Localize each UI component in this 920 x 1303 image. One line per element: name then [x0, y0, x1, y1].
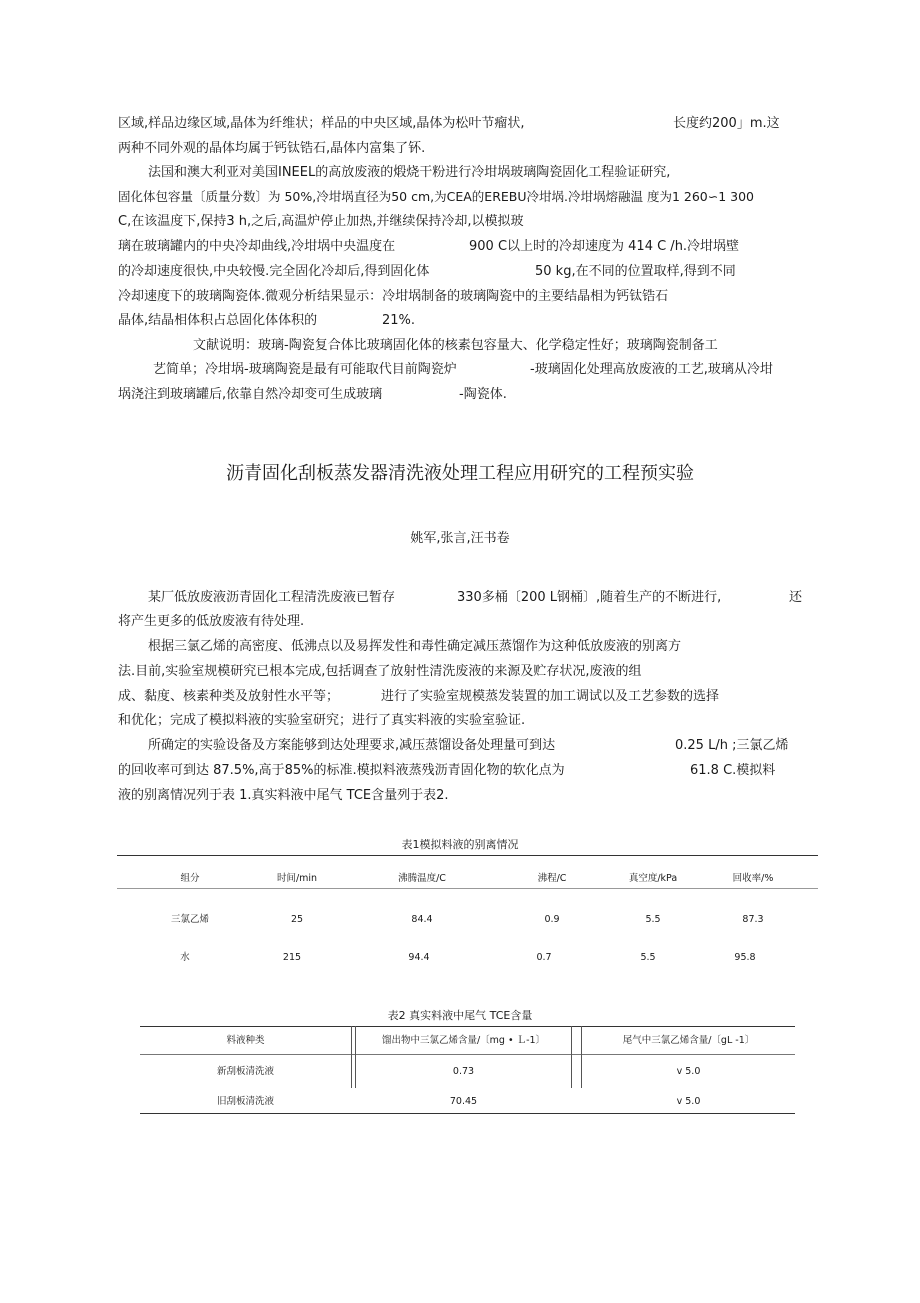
text-line: 的冷却速度很快,中央较慢.完全固化冷却后,得到固化体 [118, 264, 430, 279]
text-line: 成、黏度、核素种类及放射性水平等； [118, 689, 340, 704]
table2-cell: 0.73 [452, 1066, 475, 1077]
text-line: 900 C以上时的冷却速度为 414 C /h.冷坩埚壁 [469, 239, 740, 254]
text-line: 和优化；完成了模拟料液的实验室研究；进行了真实料液的实验室验证. [118, 713, 526, 728]
text-line: 61.8 C.模拟料 [690, 763, 776, 778]
article-authors: 姚军,张言,汪书卷 [410, 531, 510, 546]
table1-caption: 表1模拟料液的别离情况 [401, 838, 519, 851]
text-line: 50 kg,在不同的位置取样,得到不同 [535, 264, 736, 279]
table1-header-cell: 真空度/kPa [628, 873, 678, 884]
text-line: C,在该温度下,保持3 h,之后,高温炉停止加热,并继续保持冷却,以模拟玻 [118, 214, 524, 229]
table2-top-rule [140, 1026, 795, 1027]
text-line: 某厂低放废液沥青固化工程清洗废液已暂存 [148, 590, 396, 605]
text-line: 所确定的实验设备及方案能够到达处理要求,减压蒸馏设备处理量可到达 [148, 738, 556, 753]
table1-cell: 95.8 [734, 952, 756, 963]
table1-cell: 94.4 [408, 952, 430, 963]
text-line: 根据三氯乙烯的高密度、低沸点以及易挥发性和毒性确定减压蒸馏作为这种低放废液的别离方 [148, 639, 682, 654]
text-line: 0.25 L/h ;三氯乙烯 [675, 738, 789, 753]
table1-header-cell: 组分 [180, 873, 200, 884]
table1-cell: 84.4 [411, 914, 433, 925]
table2-divider [571, 1026, 572, 1088]
text-line: 文献说明：玻璃-陶瓷复合体比玻璃固化体的核素包容量大、化学稳定性好；玻璃陶瓷制备工 [193, 338, 718, 353]
text-line: 21%. [382, 313, 416, 328]
table1-cell: 0.7 [536, 952, 552, 963]
table1-header-cell: 沸腾温度/C [398, 873, 446, 884]
text-line: 将产生更多的低放废液有待处理. [118, 614, 305, 629]
text-line: 法.目前,实验室规模研究已根本完成,包括调查了放射性清洗废液的来源及贮存状况,废液的组 [118, 664, 642, 679]
table2-header-cell: 尾气中三氯乙烯含量/〔gL -1〕 [622, 1035, 755, 1046]
table1-cell: 25 [290, 914, 304, 925]
table1-header-rule [117, 888, 818, 889]
table1-header-cell: 沸程/C [537, 873, 567, 884]
text-line: -玻璃固化处理高放废液的工艺,玻璃从冷坩 [530, 362, 773, 377]
text-line: 晶体,结晶相体积占总固化体体积的 [118, 313, 318, 328]
table2-header-cell: 料液种类 [226, 1035, 265, 1046]
text-line: 330多桶〔200 L钢桶〕,随着生产的不断进行, [457, 590, 722, 605]
table1-header-cell: 时间/min [276, 873, 318, 884]
table1-top-rule [117, 855, 818, 856]
table1-cell: 水 [180, 952, 190, 963]
table2-header-cell: 馏出物中三氯乙烯含量/〔mg • Ｌ-1〕 [381, 1035, 546, 1046]
text-line: 长度约200」m.这 [673, 116, 780, 131]
text-line: 两种不同外观的晶体均属于钙钛锆石,晶体内富集了钚. [118, 141, 426, 156]
table1-cell: 5.5 [645, 914, 661, 925]
text-line: 璃在玻璃罐内的中央冷却曲线,冷坩埚中央温度在 [118, 239, 396, 254]
table1-cell: 87.3 [742, 914, 764, 925]
text-line: 区域,样品边缘区域,晶体为纤维状；样品的中央区域,晶体为松叶节瘤状, [118, 116, 525, 131]
article-title: 沥青固化刮板蒸发器清洗液处理工程应用研究的工程预实验 [226, 463, 694, 484]
text-line: 还 [789, 590, 803, 605]
text-line: 法国和澳大利亚对美国INEEL的高放废液的煅烧干粉进行冷坩埚玻璃陶瓷固化工程验证研究, [148, 165, 671, 180]
text-line: 的回收率可到达 87.5%,高于85%的标准.模拟料液蒸残沥青固化物的软化点为 [118, 763, 565, 778]
table2-bottom-rule [140, 1113, 795, 1114]
text-line: 艺简单；冷坩埚-玻璃陶瓷是最有可能取代目前陶瓷炉 [153, 362, 457, 377]
table1-cell: 215 [282, 952, 302, 963]
text-line: 固化体包容量〔质量分数〕为 50%,冷坩埚直径为50 cm,为CEA的EREBU冷坩埚.冷坩埚熔融温 度为1 260∽1 300 [118, 189, 755, 204]
table1-cell: 三氯乙烯 [170, 914, 209, 925]
table2-cell: 旧刮板清洗液 [216, 1096, 274, 1107]
table2-cell: 70.45 [449, 1096, 478, 1107]
table1-header-cell: 回收率/% [732, 873, 774, 884]
table2-header-rule [140, 1054, 795, 1055]
table2-caption: 表2 真实料液中尾气 TCE含量 [387, 1009, 533, 1022]
table2-cell: v 5.0 [676, 1096, 701, 1107]
text-line: 冷却速度下的玻璃陶瓷体.微观分析结果显示：冷坩埚制备的玻璃陶瓷中的主要结晶相为钙钛锆石 [118, 289, 669, 304]
table2-cell: 新刮板清洗液 [216, 1066, 274, 1077]
table2-divider [351, 1026, 352, 1088]
text-line: -陶瓷体. [459, 387, 507, 402]
text-line: 埚浇注到玻璃罐后,依靠自然冷却变可生成玻璃 [118, 387, 383, 402]
text-line: 进行了实验室规模蒸发装置的加工调试以及工艺参数的选择 [381, 689, 720, 704]
text-line: 液的别离情况列于表 1.真实料液中尾气 TCE含量列于表2. [118, 788, 449, 803]
table1-cell: 5.5 [640, 952, 656, 963]
table1-cell: 0.9 [544, 914, 560, 925]
table2-cell: v 5.0 [676, 1066, 701, 1077]
